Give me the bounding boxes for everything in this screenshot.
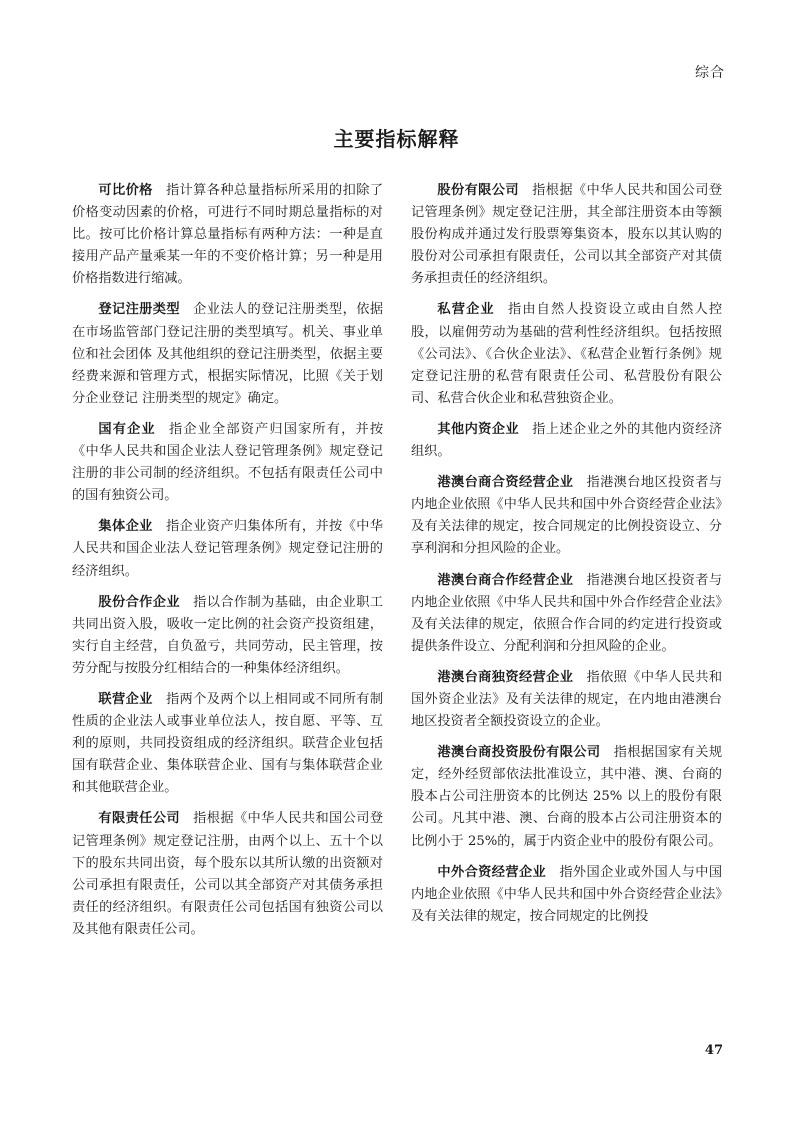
term: 股份有限公司 — [437, 183, 519, 198]
term: 私营企业 — [437, 302, 495, 318]
section-label: 综合 — [695, 65, 725, 81]
definition-text: 指上述企业之外的其他内资经济组织。 — [411, 421, 723, 460]
term: 有限责任公司 — [98, 811, 180, 827]
definition-text: 指企业全部资产归国家所有，并按《中华人民共和国企业法人登记管理条例》规定登记注册的非公司制的经济组织。不包括有限责任公司中的国有独资公司。 — [72, 421, 384, 504]
term: 可比价格 — [98, 183, 153, 198]
left-column — [72, 180, 383, 950]
definition-entry — [411, 419, 722, 463]
right-column — [411, 180, 722, 937]
definition-entry — [72, 808, 383, 941]
definition-text: 指港澳台地区投资者与内地企业依照《中华人民共和国中外合作经营企业法》及有关法律的规定，依照合作合同的约定进行投资或提供条件设立、分配利润和分担风险的企业。 — [411, 572, 723, 654]
definition-entry — [72, 299, 383, 409]
definition-text: 指根据《中华人民共和国公司登记管理条例》规定登记注册，其全部注册资本由等额股份构成并通过发行股票筹集资本，股东以其认购的股份对公司承担有限责任，公司以其全部资产对其债务承担责任的经济组织。 — [411, 183, 723, 287]
definition-text: 指计算各种总量指标所采用的扣除了价格变动因素的价格，可进行不同时期总量指标的对比。按可比价格计算总量指标有两种方法：一种是直接用产品产量乘某一年的不变价格计算；另一种是用价格指数进行缩减。 — [72, 183, 384, 287]
term: 国有企业 — [98, 421, 156, 437]
term: 联营企业 — [98, 691, 153, 707]
definition-entry — [72, 180, 383, 290]
definition-entry — [411, 472, 722, 560]
definition-text: 指两个及两个以上相同或不同所有制性质的企业法人或事业单位法人，按自愿、平等、互利的原则，共同投资组成的经济组织。联营企业包括国有联营企业、集体联营企业、国有与集体联营企业和其他联营企业。 — [72, 691, 384, 796]
term: 港澳台商合作经营企业 — [437, 572, 574, 588]
term: 港澳台商投资股份有限公司 — [437, 745, 601, 761]
definition-entry — [411, 862, 722, 928]
definition-entry — [72, 592, 383, 680]
definition-text: 指以合作制为基础，由企业职工共同出资入股，吸收一定比例的社会资产投资组建，实行自主经营，自负盈亏，共同劳动，民主管理，按劳分配与按股分红相结合的一种集体经济组织。 — [72, 594, 384, 676]
definition-text: 指由自然人投资设立或由自然人控股，以雇佣劳动为基础的营利性经济组织。包括按照《公司法》、《合伙企业法》、《私营企业暂行条例》规定登记注册的私营有限责任公司、私营股份有限公司、私营合伙企业和私营独资企业。 — [411, 302, 723, 406]
definition-entry — [72, 419, 383, 507]
definition-text: 指根据《中华人民共和国公司登记管理条例》规定登记注册，由两个以上、五十个以下的股东共同出资，每个股东以其所认缴的出资额对公司承担有限责任，公司以其全部资产对其债务承担责任的经济组织。有限责任公司包括国有独资公司以及其他有限责任公司。 — [72, 811, 384, 937]
term: 港澳台商独资经营企业 — [437, 669, 574, 685]
term: 港澳台商合资经营企业 — [437, 475, 574, 491]
definition-text: 指依照《中华人民共和国外资企业法》及有关法律的规定，在内地由港澳台地区投资者全额投资设立的企业。 — [411, 669, 723, 730]
page-number: 47 — [704, 1043, 723, 1058]
definition-entry — [411, 299, 722, 409]
term: 其他内资企业 — [437, 421, 519, 437]
definition-entry — [411, 667, 722, 733]
term: 集体企业 — [98, 519, 153, 535]
term: 中外合资经营企业 — [437, 864, 547, 880]
definition-entry — [72, 516, 383, 582]
term: 登记注册类型 — [98, 302, 180, 318]
definition-text: 指企业资产归集体所有，并按《中华人民共和国企业法人登记管理条例》规定登记注册的经济组织。 — [72, 519, 384, 579]
definition-entry — [411, 742, 722, 852]
definition-text: 指外国企业或外国人与中国内地企业依照《中华人民共和国中外合资经营企业法》及有关法律的规定，按合同规定的比例投 — [411, 864, 723, 924]
page-title: 主要指标解释 — [333, 127, 460, 151]
definition-text: 指根据国家有关规定，经外经贸部依法批准设立，其中港、澳、台商的股本占公司注册资本的比例达 25% 以上的股份有限公司。凡其中港、澳、台商的股本占公司注册资本的比例小于 25%的，属于内资企业中的股份有限公司。 — [411, 745, 723, 849]
definition-entry — [411, 180, 722, 290]
definition-text: 企业法人的登记注册类型，依据在市场监管部门登记注册的类型填写。机关、事业单位和社会团体 及其他组织的登记注册类型，依据主要经费来源和管理方式，根据实际情况，比照《关于划分企业登记 注册类型的规定》确定。 — [72, 302, 384, 406]
definition-entry — [411, 570, 722, 658]
definition-text: 指港澳台地区投资者与内地企业依照《中华人民共和国中外合资经营企业法》及有关法律的规定，按合同规定的比例投资设立、分享利润和分担风险的企业。 — [411, 475, 723, 557]
definition-entry — [72, 689, 383, 799]
term: 股份合作企业 — [98, 594, 180, 610]
